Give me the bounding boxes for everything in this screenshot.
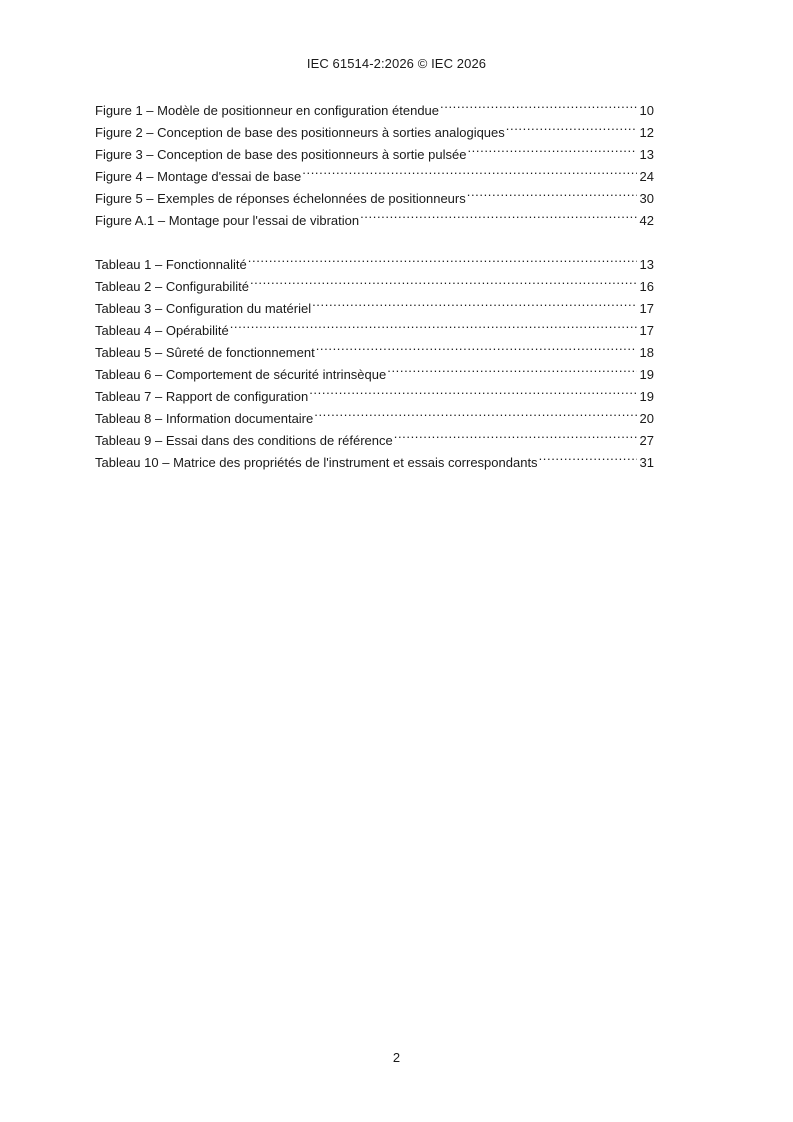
dot-leader: [440, 93, 637, 115]
dot-leader: [394, 423, 637, 445]
toc-entry-page: 42: [639, 213, 654, 228]
toc-entry-label: Tableau 9 – Essai dans des conditions de référence: [95, 433, 393, 448]
toc-entry-label: Figure 3 – Conception de base des positionneurs à sortie pulsée: [95, 147, 467, 162]
toc-entry-page: 27: [639, 433, 654, 448]
toc-entry-figure-1[interactable]: [95, 93, 654, 118]
dot-leader: [316, 335, 637, 357]
dot-leader: [539, 445, 637, 467]
dot-leader: [312, 291, 637, 313]
dot-leader: [314, 401, 637, 423]
toc-entry-label: Tableau 3 – Configuration du matériel: [95, 301, 312, 316]
toc-entry-page: 30: [639, 191, 654, 206]
toc-entry-page: 19: [639, 389, 654, 404]
toc-entry-page: 24: [639, 169, 654, 184]
page-number: 2: [392, 1050, 401, 1065]
toc-entry-page: 18: [639, 345, 654, 360]
dot-leader: [506, 115, 637, 137]
dot-leader: [302, 159, 637, 181]
toc-entry-label: Tableau 8 – Information documentaire: [95, 411, 314, 426]
toc-entry-page: 17: [639, 323, 654, 338]
toc-entry-page: 19: [639, 367, 654, 382]
dot-leader: [230, 313, 637, 335]
toc-entry-label: Tableau 5 – Sûreté de fonctionnement: [95, 345, 315, 360]
toc-entry-page: 16: [639, 279, 654, 294]
dot-leader: [250, 269, 637, 291]
toc-entry-label: Tableau 6 – Comportement de sécurité intrinsèque: [95, 367, 387, 382]
toc-entry-label: Tableau 4 – Opérabilité: [95, 323, 229, 338]
toc-entry-label: Tableau 1 – Fonctionnalité: [95, 257, 247, 272]
toc-entry-page: 17: [639, 301, 654, 316]
toc-entry-label: Figure A.1 – Montage pour l'essai de vibration: [95, 213, 360, 228]
toc-entry-page: 12: [639, 125, 654, 140]
toc-entry-table-1[interactable]: [95, 247, 654, 272]
list-of-tables: [95, 247, 654, 470]
toc-entry-page: 13: [639, 147, 654, 162]
dot-leader: [387, 357, 637, 379]
toc-entry-page: 31: [639, 455, 654, 470]
dot-leader: [467, 137, 637, 159]
dot-leader: [360, 203, 637, 225]
page-header: IEC 61514-2:2026 © IEC 2026: [306, 56, 487, 71]
dot-leader: [467, 181, 637, 203]
toc-entry-label: Figure 4 – Montage d'essai de base: [95, 169, 302, 184]
toc-entry-page: 13: [639, 257, 654, 272]
toc-entry-page: 20: [639, 411, 654, 426]
toc-entry-label: Tableau 10 – Matrice des propriétés de l'instrument et essais correspondants: [95, 455, 538, 470]
list-of-figures: [95, 93, 654, 228]
toc-entry-label: Tableau 2 – Configurabilité: [95, 279, 249, 294]
toc-entry-page: 10: [639, 103, 654, 118]
toc-entry-label: Tableau 7 – Rapport de configuration: [95, 389, 309, 404]
toc-entry-label: Figure 2 – Conception de base des positionneurs à sorties analogiques: [95, 125, 505, 140]
dot-leader: [309, 379, 637, 401]
toc-entry-label: Figure 5 – Exemples de réponses échelonnées de positionneurs: [95, 191, 466, 206]
toc-entry-label: Figure 1 – Modèle de positionneur en configuration étendue: [95, 103, 440, 118]
dot-leader: [248, 247, 637, 269]
